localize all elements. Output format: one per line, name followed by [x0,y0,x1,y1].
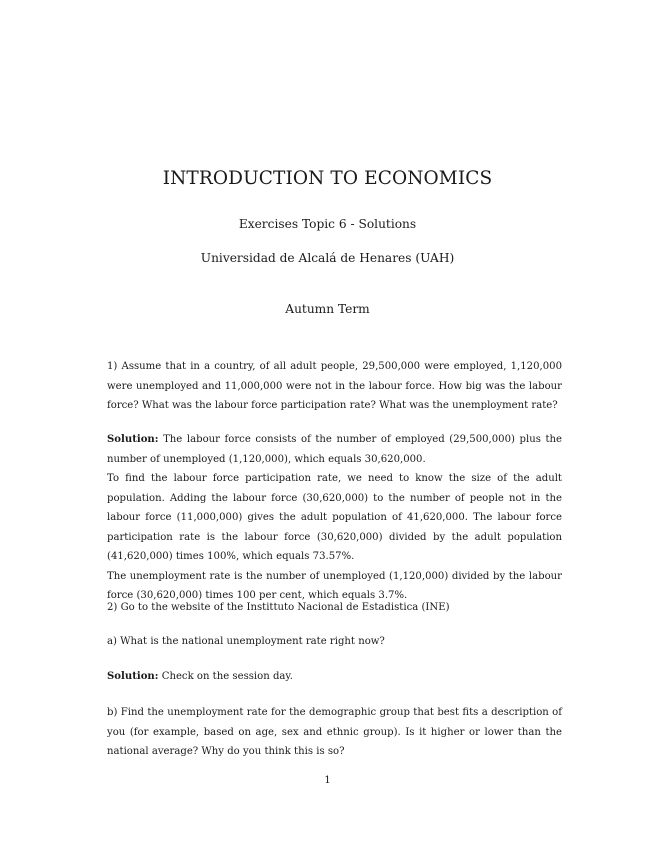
solution-1-para-3: The unemployment rate is the number of unemployed (1,120,000) divided by the labour force (30,620,000) times 100 per cent, which equals 3.7%. [107,570,562,601]
page-number: 1 [324,775,331,786]
solution-2a-text: Check on the session day. [161,671,293,682]
solution-1-text-1: The labour force consists of the number of employed (29,500,000) plus the number of unemployed (1,120,000), which equals 30,620,000. [107,434,562,465]
solution-1 [107,430,562,606]
question-2a: a) What is the national unemployment rate right now? [107,636,385,647]
question-1: 1) Assume that in a country, of all adult people, 29,500,000 were employed, 1,120,000 were unemployed and 11,000,000 were not in the labour force. How big was the labour force? What was the labour force participation rate? What was the unemployment rate? [107,361,562,411]
institution-name: Universidad de Alcalá de Henares (UAH) [200,251,455,265]
question-2: 2) Go to the website of the Instittuto Nacional de Estadistica (INE) [107,602,450,613]
solution-1-para-2: To find the labour force participation rate, we need to know the size of the adult population. Adding the labour force (30,620,000) to the number of people not in the labour force (11,000,000) gives the adult population of 41,620,000. The labour force participation rate is the labour force (30,620,000) divided by the adult population (41,620,000) times 100%, which equals 73.57%. [107,473,562,562]
solution-2a [107,667,562,687]
document-subtitle: Exercises Topic 6 - Solutions [238,217,417,231]
solution-label: Solution: [107,434,159,445]
question-2b: b) Find the unemployment rate for the demographic group that best fits a description of you (for example, based on age, sex and ethnic group). Is it higher or lower than the national average? Why do you think this is so? [107,707,562,757]
solution-1-para-1 [107,430,562,469]
document-title: INTRODUCTION TO ECONOMICS [162,168,493,189]
solution-label: Solution: [107,671,159,682]
term-label: Autumn Term [285,302,370,316]
